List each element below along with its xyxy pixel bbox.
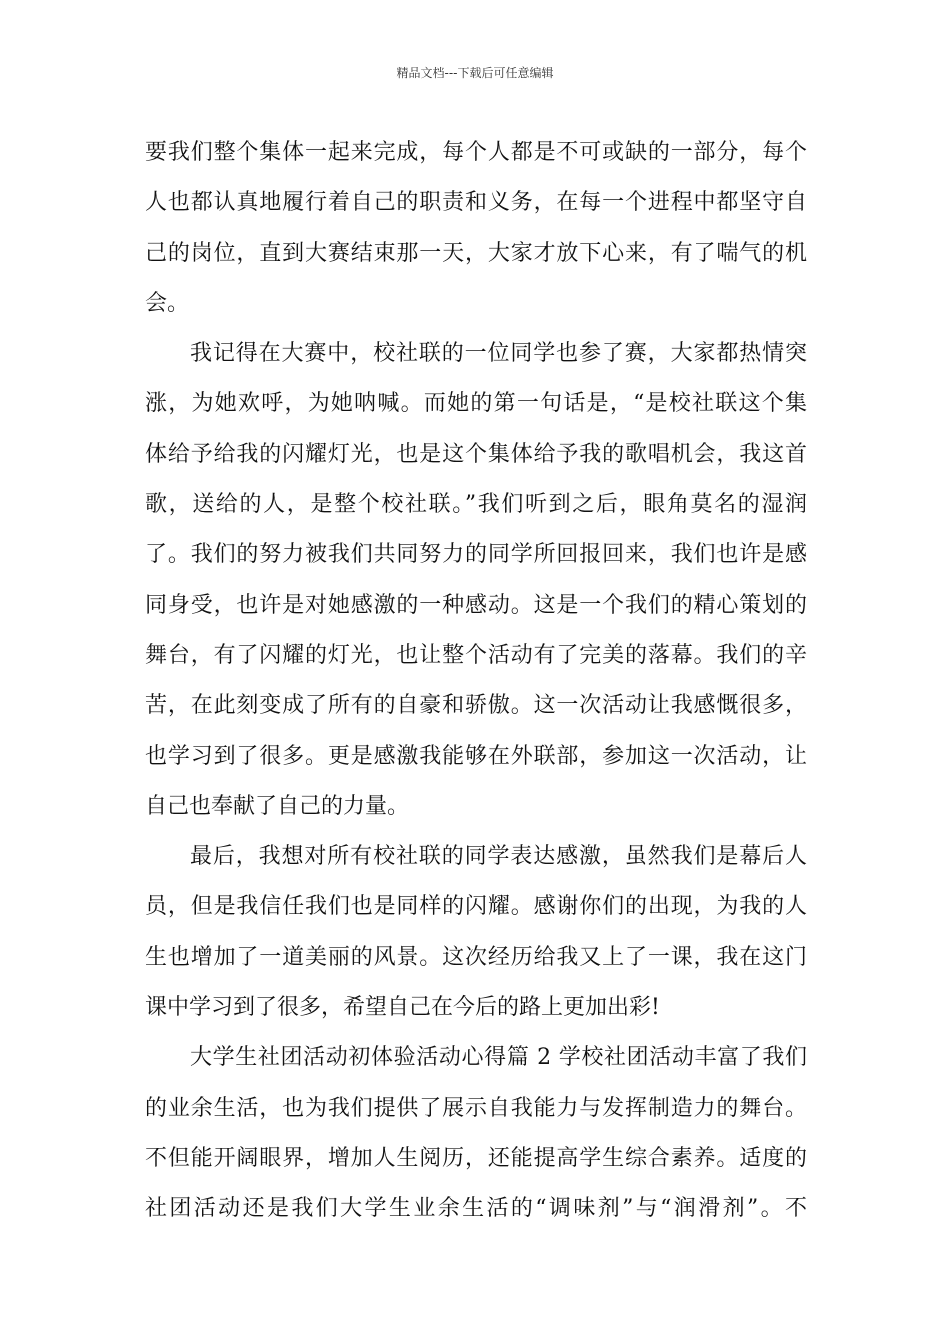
text-line: 己的岗位，直到大赛结束那一天，大家才放下心来，有了喘气的机 — [145, 240, 807, 266]
text-line: 自己也奉献了自己的力量。 — [145, 793, 410, 819]
text-line: 要我们整个集体一起来完成，每个人都是不可或缺的一部分，每个 — [145, 140, 807, 165]
text-line: 大学生社团活动初体验活动心得篇 2 学校社团活动丰富了我们 — [190, 1045, 807, 1071]
text-line: 同身受，也许是对她感激的一种感动。这是一个我们的精心策划的 — [145, 592, 807, 618]
text-line: 会。 — [145, 290, 190, 316]
page-header: 精品文档---下载后可任意编辑 — [396, 66, 554, 80]
body-text — [145, 128, 807, 1235]
text-line: 员，但是我信任我们也是同样的闪耀。感谢你们的出现，为我的人 — [145, 894, 807, 920]
text-line: 了。我们的努力被我们共同努力的同学所回报回来，我们也许是感 — [145, 542, 807, 568]
text-line: 最后，我想对所有校社联的同学表达感激，虽然我们是幕后人 — [190, 844, 807, 870]
text-line: 生也增加了一道美丽的风景。这次经历给我又上了一课，我在这门 — [145, 944, 807, 970]
text-line: 不但能开阔眼界，增加人生阅历，还能提高学生综合素养。适度的 — [145, 1145, 807, 1171]
text-line: 课中学习到了很多，希望自己在今后的路上更加出彩! — [145, 995, 660, 1021]
text-line: 社团活动还是我们大学生业余生活的“调味剂”与“润滑剂”。不 — [145, 1196, 807, 1222]
text-line: 也学习到了很多。更是感激我能够在外联部，参加这一次活动，让 — [145, 743, 807, 769]
text-line: 体给予给我的闪耀灯光，也是这个集体给予我的歌唱机会，我这首 — [145, 441, 807, 467]
text-line: 歌，送给的人，是整个校社联。”我们听到之后，眼角莫名的湿润 — [145, 492, 807, 518]
text-line: 涨，为她欢呼，为她呐喊。而她的第一句话是，“是校社联这个集 — [145, 391, 807, 417]
text-line: 的业余生活，也为我们提供了展示自我能力与发挥制造力的舞台。 — [145, 1095, 807, 1121]
text-line: 苦，在此刻变成了所有的自豪和骄傲。这一次活动让我感慨很多， — [145, 693, 807, 719]
text-line: 舞台，有了闪耀的灯光，也让整个活动有了完美的落幕。我们的辛 — [145, 642, 807, 668]
text-line: 我记得在大赛中，校社联的一位同学也参了赛，大家都热情突 — [190, 341, 807, 367]
text-line: 人也都认真地履行着自己的职责和义务，在每一个进程中都坚守自 — [145, 190, 807, 216]
